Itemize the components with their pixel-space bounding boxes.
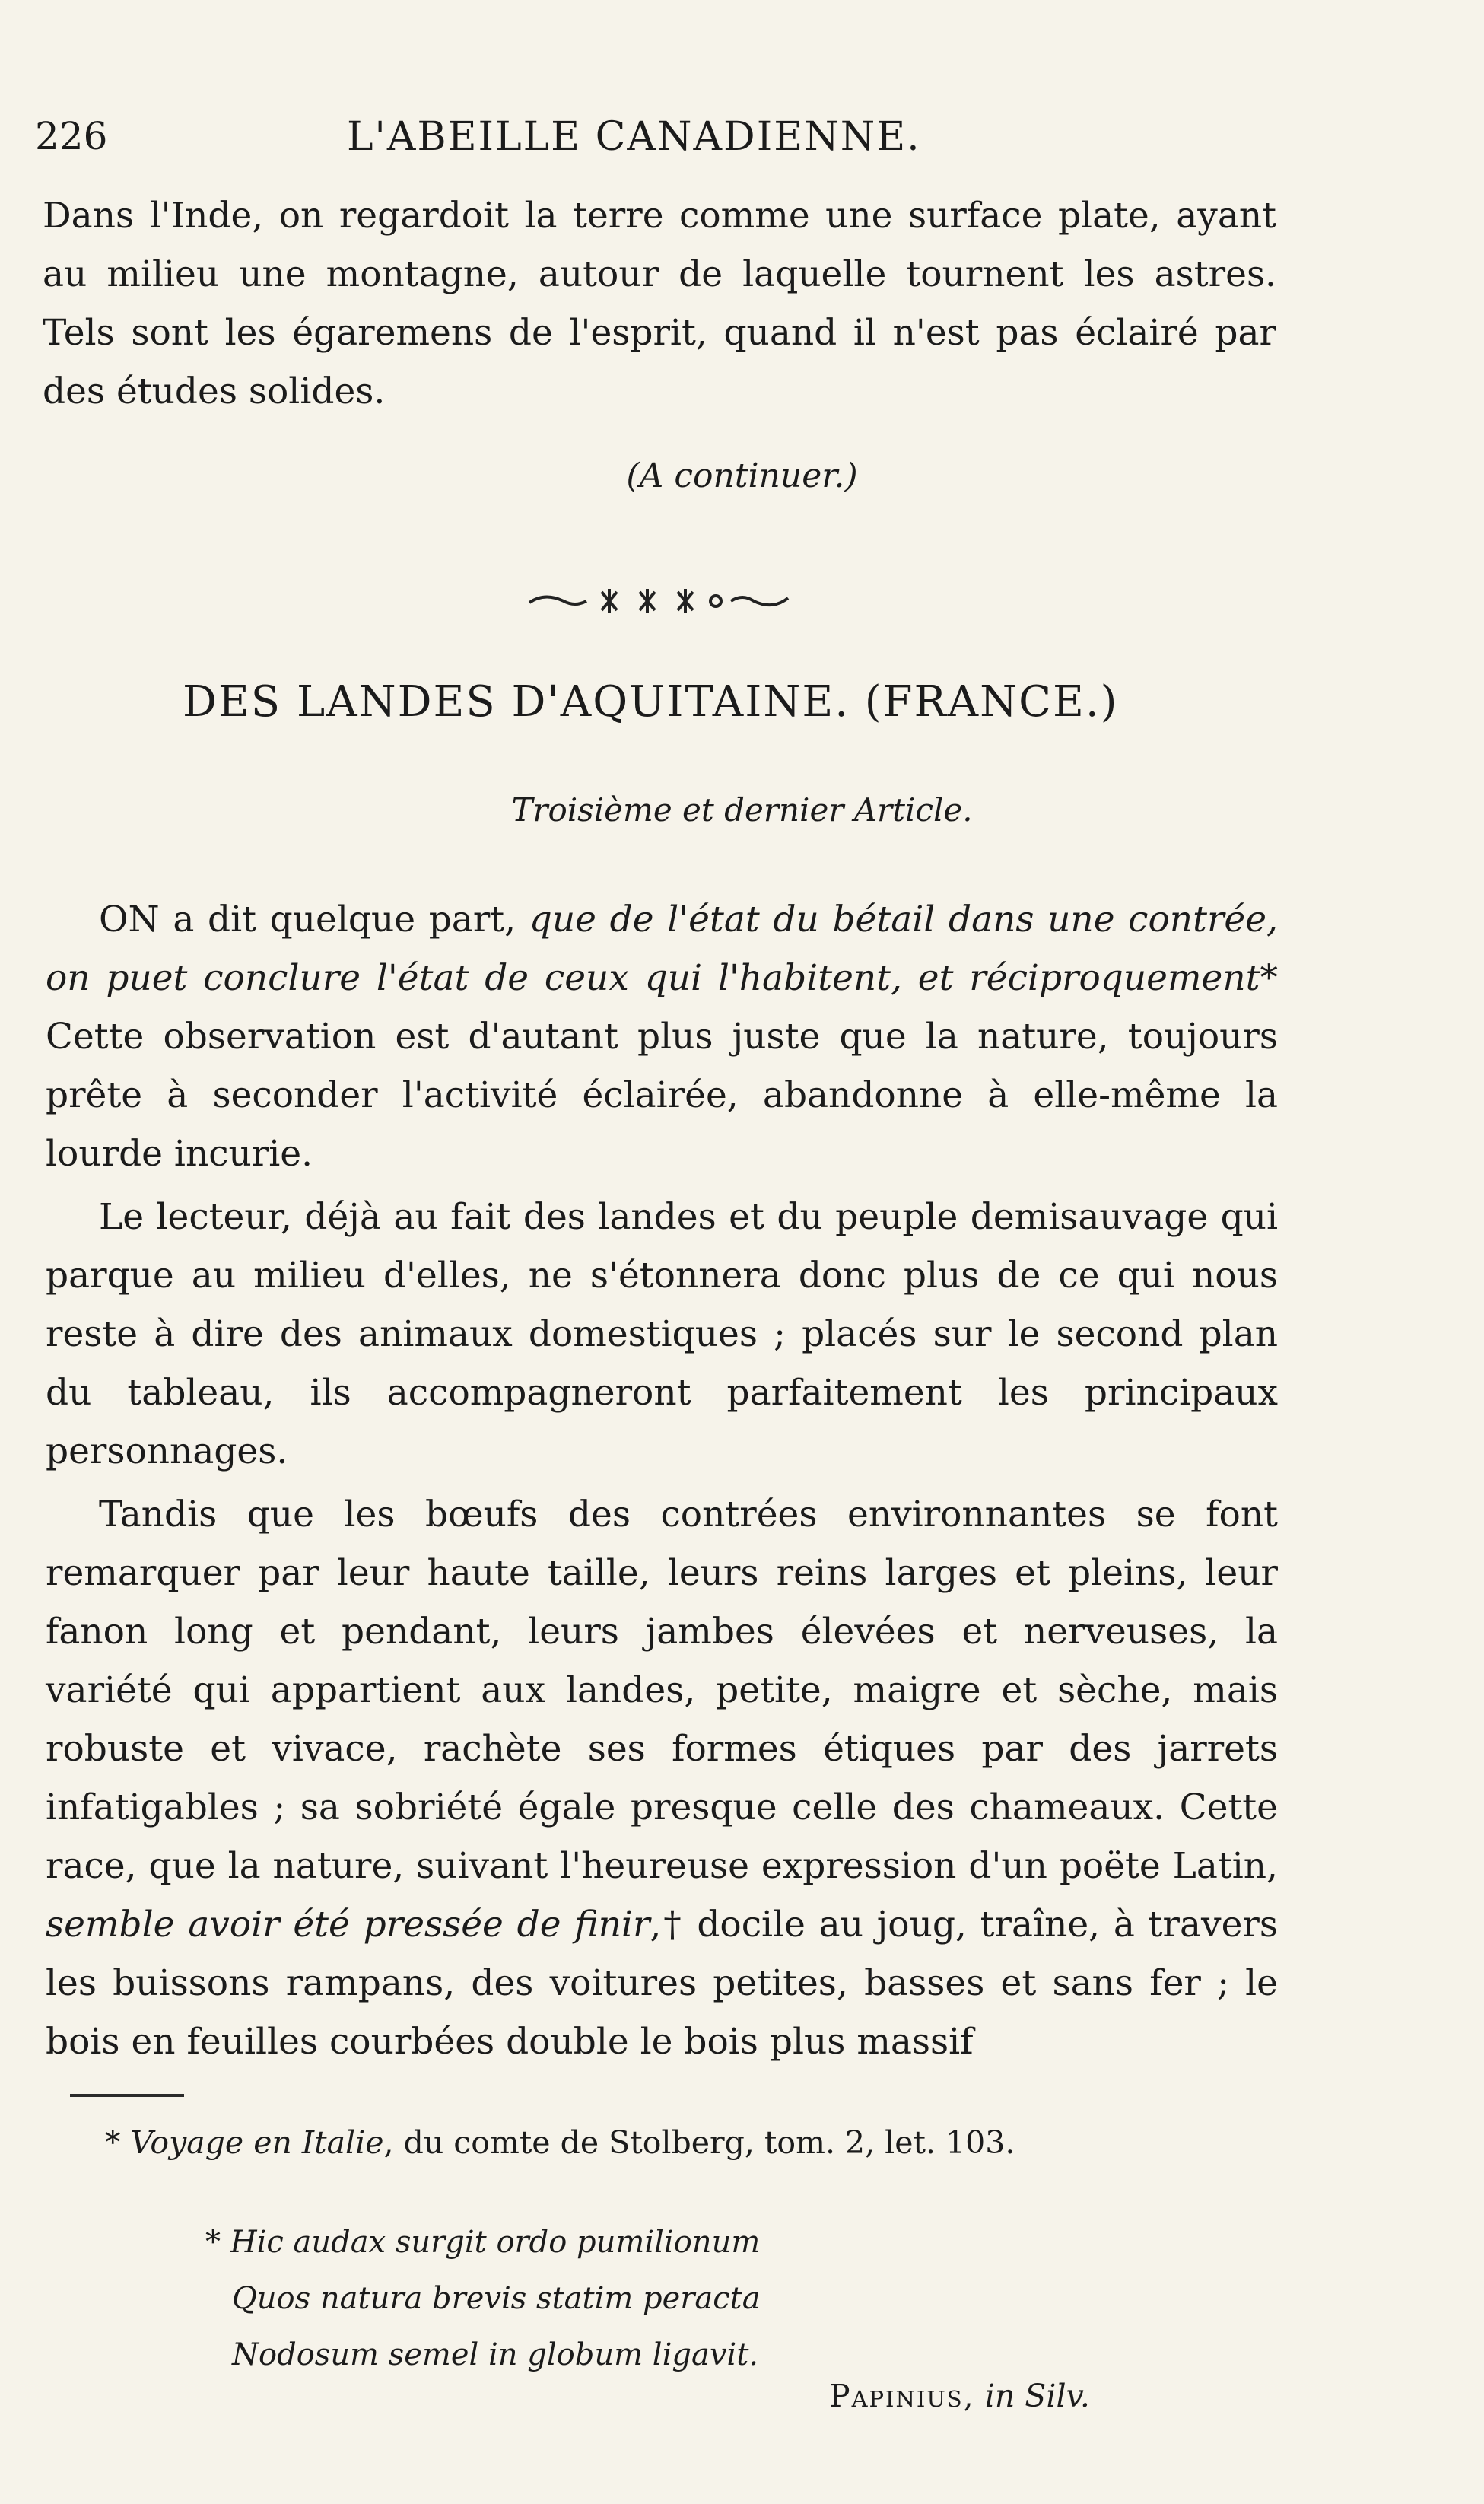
latin-verses [205, 2214, 1270, 2383]
paragraph-1-rest: * Cette observation est d'autant plus juste que la nature, toujours prête à seconder l'activité éclairée, abandonne à elle-même la lourde incurie. [46, 957, 1278, 1175]
paragraph-3-rest: ,† docile au joug, traîne, à travers les buissons rampans, des voitures petites, basses et sans fer ; le bois en feuilles courbées double le bois plus massif [46, 1904, 1278, 2063]
footnote-details: , du comte de Stolberg, tom. 2, let. 103. [383, 2124, 1015, 2161]
footnote-stolberg [105, 2124, 1322, 2161]
paragraph-3-quote: semble avoir été pressée de finir [46, 1904, 650, 1946]
article-body [46, 890, 1278, 2071]
page-header [35, 114, 1282, 175]
article-subtitle: Troisième et dernier Article. [511, 791, 973, 829]
verse-line-1: * Hic audax surgit ordo pumilionum [205, 2225, 761, 2260]
ornament-divider-icon [522, 577, 796, 622]
paragraph-2: Le lecteur, déjà au fait des landes et du peuple demisauvage qui parque au milieu d'elles, ne s'étonnera donc plus de ce qui nous reste à dire des animaux domestiques ; placés sur le second plan du tableau, ils accompagneront parfaitement les principaux personnages. [46, 1196, 1278, 1472]
page-number: 226 [35, 114, 108, 158]
footnote-work: Voyage en Italie [130, 2124, 384, 2161]
footnote-marker: * [105, 2124, 131, 2161]
continuation-note: (A continuer.) [626, 457, 858, 495]
paragraph-1-lead: ON a dit quelque part, [99, 899, 529, 940]
verse-line-3: Nodosum semel in globum ligavit. [232, 2337, 758, 2372]
verse-attribution [829, 2378, 1362, 2414]
running-title: L'ABEILLE CANADIENNE. [347, 114, 921, 160]
paragraph-3 [46, 1485, 1278, 2071]
article-title: DES LANDES D'AQUITAINE. (FRANCE.) [183, 677, 1119, 727]
intro-paragraph: Dans l'Inde, on regardoit la terre comme une surface plate, ayant au milieu une montagne, autour de laquelle tournent les astres. Tels sont les égaremens de l'esprit, quand il n'est pas éclairé par des études solides. [43, 195, 1276, 412]
attribution-author: Papinius, [829, 2378, 975, 2414]
paragraph-1 [46, 890, 1278, 1183]
verse-line-2: Quos natura brevis statim peracta [232, 2281, 761, 2316]
attribution-work: in Silv. [974, 2378, 1090, 2414]
footnote-rule [70, 2094, 184, 2097]
paragraph-3-lead: Tandis que les bœufs des contrées environnantes se font remarquer par leur haute taille, leurs reins larges et pleins, leur fanon long et pendant, leurs jambes élevées et nerveuses, la variété qui appartient aux landes, petite, maigre et sèche, mais robuste et vivace, rachète ses formes étiques par des jarrets infatigables ; sa sobriété égale presque celle des chameaux. Cette race, que la nature, suivant l'heureuse expression d'un poëte Latin, [46, 1494, 1278, 1887]
paragraph-1-quote: que de l'état du bétail dans une contrée, on puet conclure l'état de ceux qui l'habitent, et réciproquement [46, 899, 1278, 999]
